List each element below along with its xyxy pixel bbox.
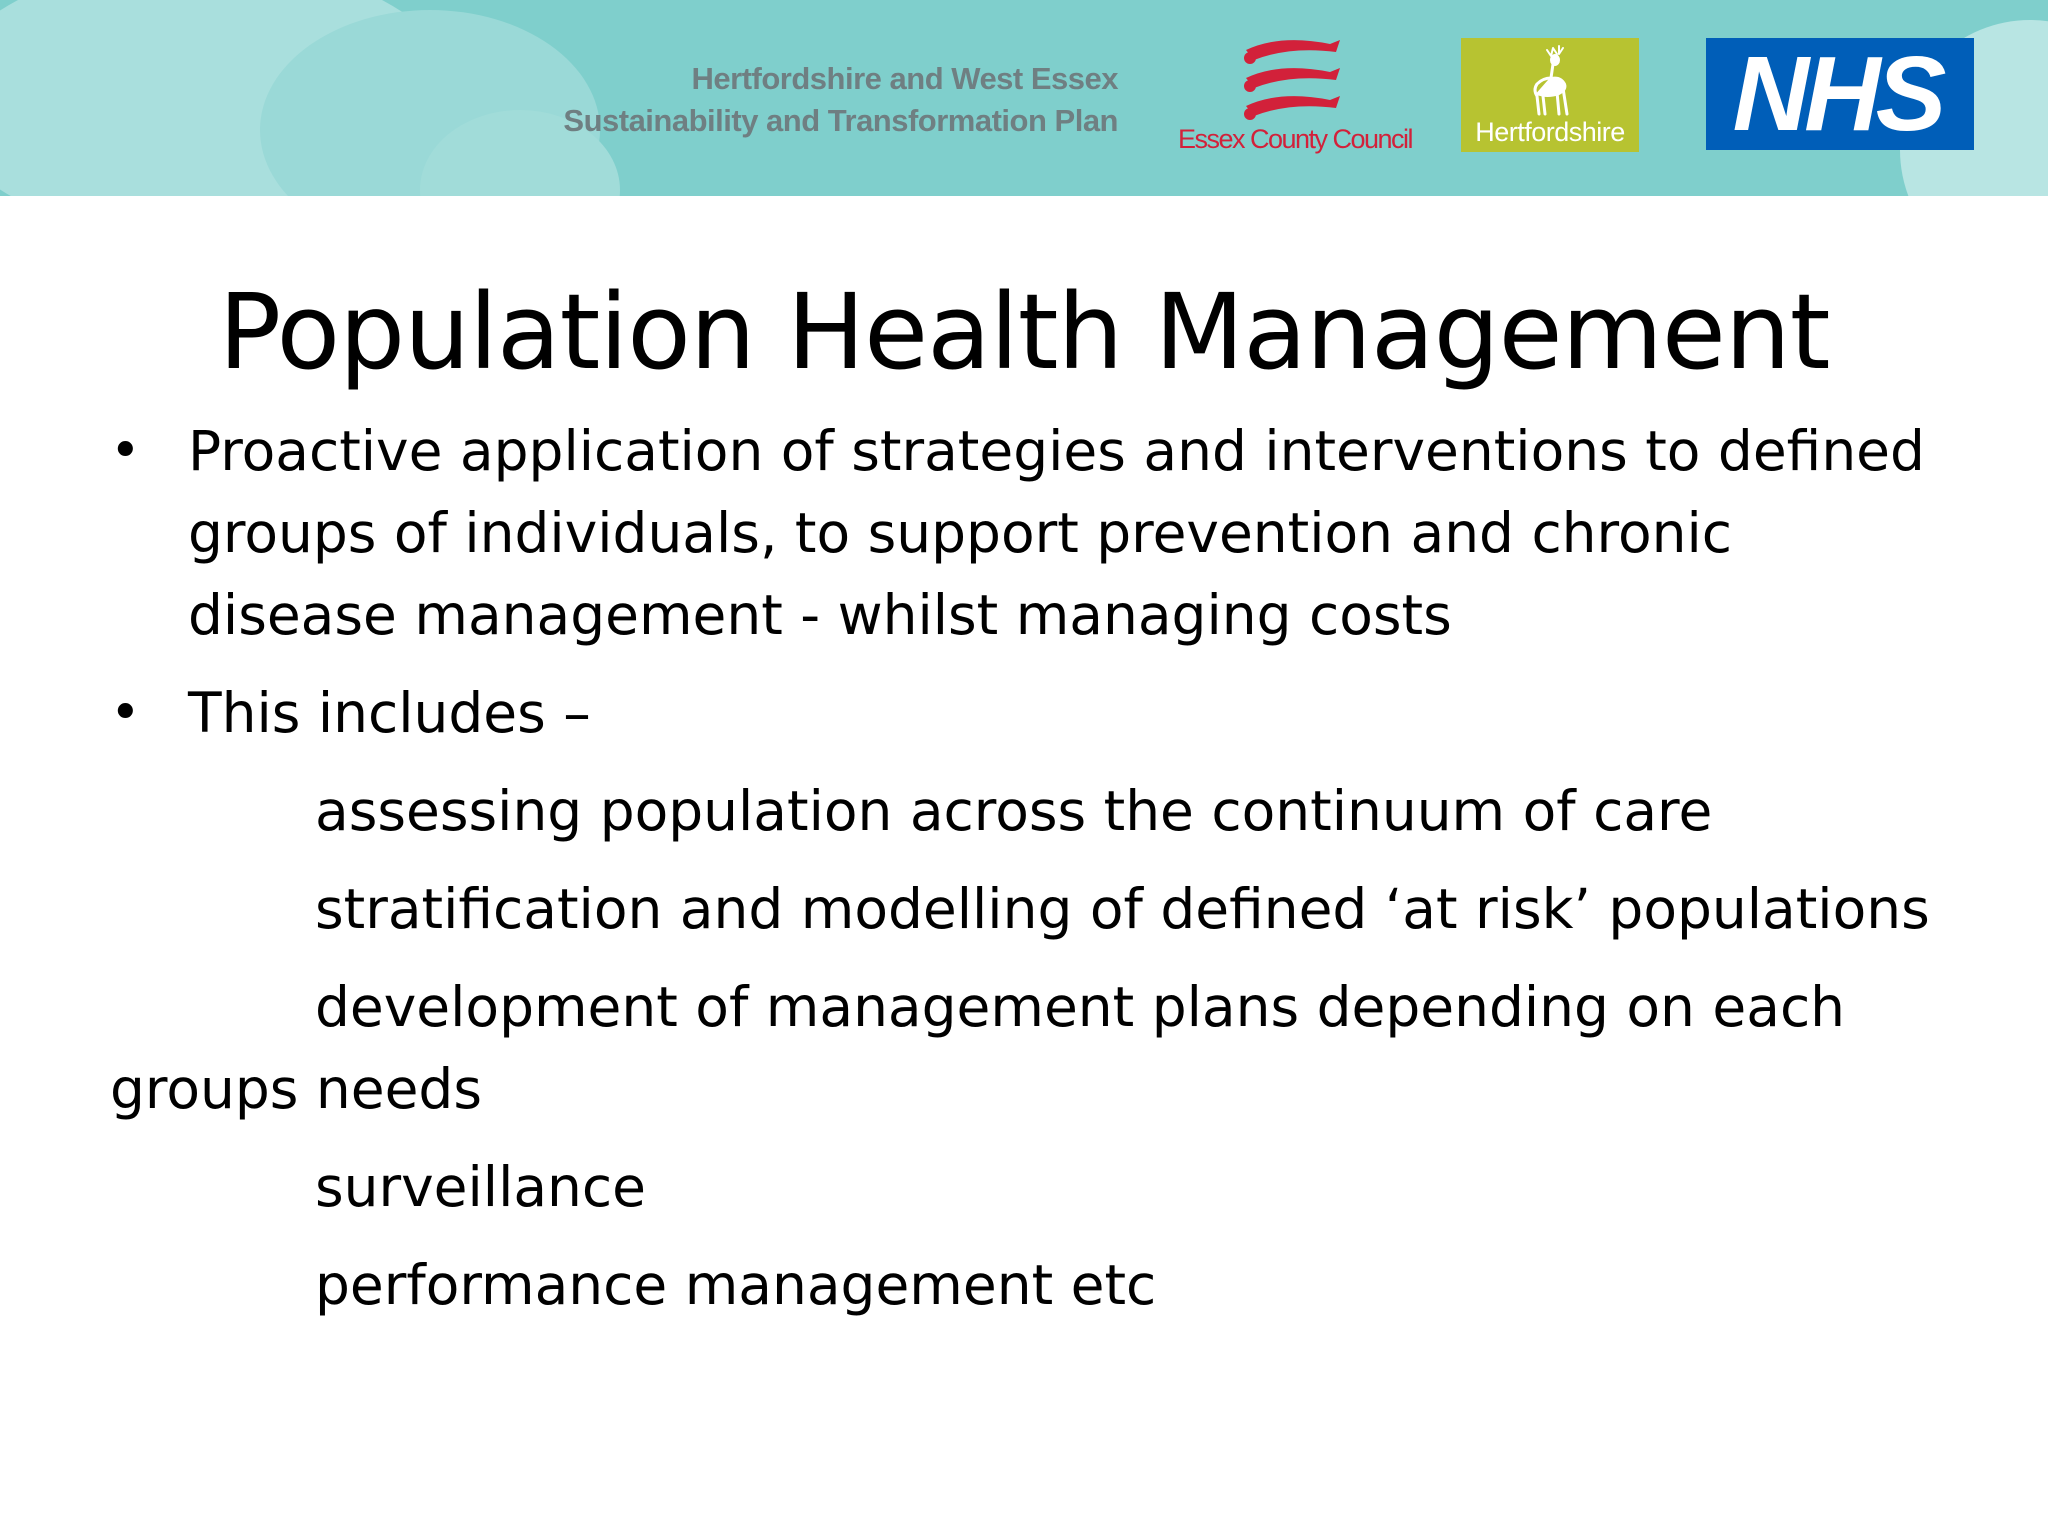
sub-item: performance management etc	[315, 1253, 1157, 1317]
hertfordshire-logo	[1461, 38, 1639, 152]
essex-county-council-logo	[1170, 36, 1420, 156]
stp-line-2: Sustainability and Transformation Plan	[563, 103, 1118, 138]
header-banner	[0, 0, 2048, 196]
stp-heading	[563, 58, 1118, 142]
slide-title: Population Health Management	[218, 271, 1830, 393]
sub-item-list	[110, 770, 1930, 1326]
stp-line-1: Hertfordshire and West Essex	[691, 61, 1118, 96]
bullet-text: Proactive application of strategies and interventions to defined groups of individuals, to support prevention and chronic disease management - whilst managing costs	[188, 419, 1925, 647]
bullet-item	[110, 672, 1930, 754]
essex-seaxes-icon	[1240, 36, 1350, 128]
bullet-text: This includes –	[188, 681, 591, 745]
bullet-item	[110, 410, 1930, 656]
sub-item: development of management plans depending on each groups needs	[110, 975, 1846, 1121]
bullet-marker: •	[110, 421, 141, 481]
sub-item: stratification and modelling of defined ‘at risk’ populations	[315, 877, 1930, 941]
hertfordshire-logo-text: Hertfordshire	[1475, 117, 1625, 147]
sub-item: surveillance	[315, 1155, 646, 1219]
bullet-marker: •	[110, 683, 141, 743]
nhs-logo	[1706, 35, 1974, 153]
slide-content	[110, 410, 1930, 1342]
nhs-logo-text: NHS	[1732, 35, 1942, 153]
sub-item: assessing population across the continuum of care	[315, 779, 1713, 843]
hart-deer-icon	[1523, 44, 1579, 118]
essex-logo-text: Essex County Council	[1177, 124, 1413, 154]
